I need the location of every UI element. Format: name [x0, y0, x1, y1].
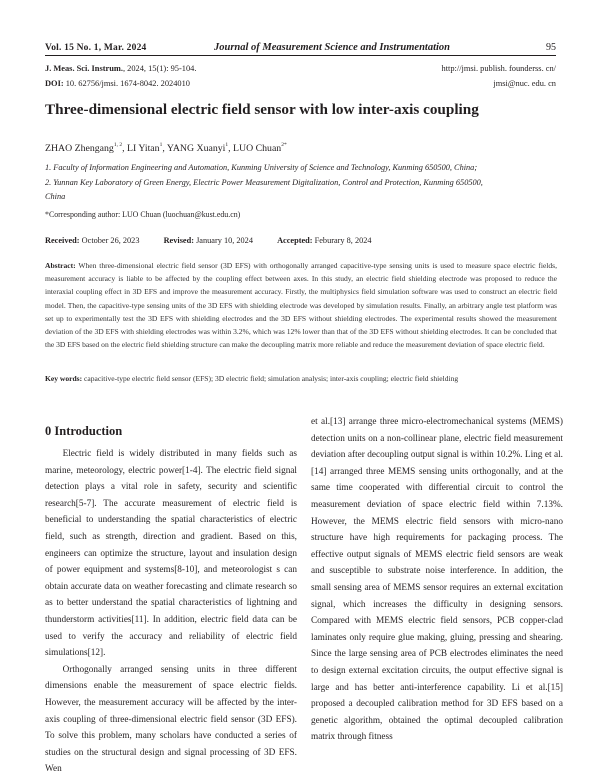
corresponding-author: *Corresponding author: LUO Chuan (luochuan@kust.edu.cn) — [45, 210, 241, 219]
received-label: Received: — [45, 236, 80, 245]
author-name: ZHAO Zhengang — [45, 143, 114, 154]
abstract — [45, 259, 557, 351]
revised-date: January 10, 2024 — [196, 236, 253, 245]
citation-block — [45, 61, 196, 91]
journal-url[interactable]: http://jmsi. publish. founderss. cn/ — [441, 64, 556, 73]
revised-label: Revised: — [163, 236, 194, 245]
accepted-label: Accepted: — [277, 236, 313, 245]
affiliation-2-country: China — [45, 192, 66, 201]
affiliation-2: 2. Yunnan Key Laboratory of Green Energy, Electric Power Measurement Digitalization, Control and Protection, Kunming 650500, — [45, 178, 483, 187]
author-list: ZHAO Zhengang$^{1, 2}$, LI Yitan$^1$, YANG Xuanyi$^1$, LUO Chuan$^{2*}$ — [45, 142, 287, 154]
volume-issue-header: Vol. 15 No. 1, Mar. 2024 — [45, 43, 147, 53]
accepted-date: Feburary 8, 2024 — [314, 236, 372, 245]
author-affiliation-mark: 1 — [159, 142, 163, 148]
author-affiliation-mark: 1 — [225, 142, 229, 148]
section-heading: 0 Introduction — [45, 424, 123, 438]
journal-email[interactable]: jmsi@nuc. edu. cn — [493, 79, 556, 88]
body-paragraph: Electric field is widely distributed in many fields such as marine, meteorology, electric power[1-4]. The electric field signal detection plays a vital role in safety, security and scientific research[5-7]. The accurate measurement of electric field is beneficial to understanding the spatial characteristics of electric field, such as strength, direction and gradient. Based on this, engineers can optimize the structure, layout and insulation design of power equipment and systems[8-10], and meteorologist s can obtain accurate data on weather forecasting and climate research so as to better understand the spatial characteristics of lightning and thunderstorm activities[11]. In addition, electric field data can be used to verify the accuracy and reliability of electric field simulations[12]. — [45, 449, 297, 659]
citation-text: , 2024, 15(1): 95-104. — [122, 64, 197, 73]
header-rule — [45, 55, 556, 56]
doi-label: DOI: — [45, 79, 64, 88]
article-dates — [45, 236, 557, 245]
body-column-right — [311, 414, 563, 746]
article-title: Three-dimensional electric field sensor with low inter-axis coupling — [45, 101, 479, 118]
abstract-label: Abstract: — [45, 261, 76, 270]
keywords-label: Key words: — [45, 374, 83, 383]
author-name: LUO Chuan — [233, 143, 282, 154]
body-paragraph: et al.[13] arrange three micro-electromechanical systems (MEMS) detection units on a non-collinear plane, electric field measurement deviation after decoupling output signal is within 10.2%. Ling et al.[14] arranged three MEMS sensing units orthogonally, and at the same time cooperated with differential circuit to control the measurement deviation of space electric field within 7.13%. However, the MEMS electric field sensors with micro-nano structure have high requirements for packaging process. The effective output signals of MEMS electric field sensors are weak and susceptible to substrate noise interference. In addition, the small sensing area of MEMS sensor requires an external excitation signal, which increases the difficulty in designing sensors. Compared with MEMS electric field sensors, PCB copper-clad laminates only require glue making, gluing, pressing and shearing. Since the large sensing area of PCB electrodes eliminates the need to design external excitation circuits, the output effective signal is large and has better anti-interference capability. Li et al.[15] proposed a decoupled calibration method for 3D EFS based on a genetic algorithm, obtained the optimal decoupled calibration matrix through fitness — [311, 417, 563, 743]
author-affiliation-mark: 1, 2 — [113, 142, 123, 148]
author-name: LI Yitan — [127, 143, 160, 154]
citation-label: J. Meas. Sci. Instrum. — [45, 64, 123, 73]
page-number: 95 — [546, 42, 556, 53]
citation-line — [45, 61, 196, 76]
affiliation-1: 1. Faculty of Information Engineering and Automation, Kunming University of Science and Technology, Kunming 650500, China; — [45, 163, 478, 172]
journal-contact — [442, 61, 556, 91]
abstract-text: When three-dimensional electric field sensor (3D EFS) with orthogonally arranged capacitive-type sensing units is used to measure space electric fields, measurement accuracy is liable to be affected by the coupling effect between axes. In this study, an electric field shielding electrode was proposed to reduce the interaxial coupling effect in 3D EFS and improve the measurement accuracy. Firstly, the multiphysics field simulation software was used to construct an electric field model. Then, the capacitive-type sensing units of the 3D EFS with shielding electrode was developed by simulation results. Finally, an arbitrary angle test platform was set up to experimentally test the 3D EFS with shielding electrodes and the 3D EFS without shielding electrodes. The experimental results showed the measurement deviation of the 3D EFS with shielding electrodes was within 3.2%, which was 12% lower than that of the 3D EFS without shielding electrodes. It can be concluded that the 3D EFS based on the electric field shielding structure can make the decoupling matrix more reliable and reduce the measurement deviation of space electric field. — [45, 261, 557, 350]
body-column-left — [45, 446, 297, 778]
journal-name-header: Journal of Measurement Science and Instrumentation — [214, 42, 450, 53]
body-paragraph: Orthogonally arranged sensing units in three different dimensions enable the measurement of space electric fields. However, the measurement accuracy will be affected by the inter-axis coupling of three-dimensional electric field sensor (3D EFS). To solve this problem, many scholars have conducted a series of studies on the structural design and signal processing of 3D EFS. Wen — [45, 664, 297, 775]
received-date: October 26, 2023 — [81, 236, 140, 245]
keywords-text: capacitive-type electric field sensor (EFS); 3D electric field; simulation analysis; inter-axis coupling; electric field shielding — [84, 374, 459, 383]
keywords — [45, 374, 557, 383]
author-name: YANG Xuanyi — [166, 143, 226, 154]
author-affiliation-mark: 2* — [281, 142, 287, 148]
doi-line[interactable] — [45, 76, 196, 91]
doi-link[interactable]: 10. 62756/jmsi. 1674-8042. 2024010 — [63, 79, 190, 88]
